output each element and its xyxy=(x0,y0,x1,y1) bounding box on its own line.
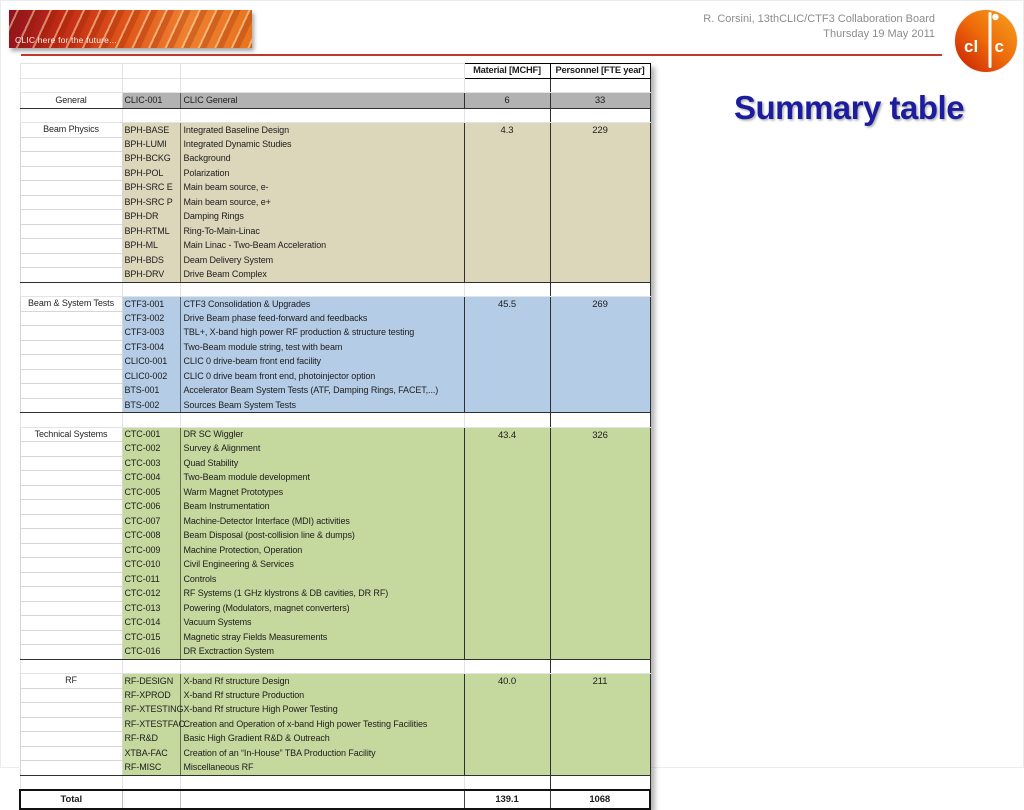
code-cell: CTC-008 xyxy=(122,529,180,544)
summary-table xyxy=(19,63,651,810)
code-cell: RF-XPROD xyxy=(122,688,180,703)
table-row xyxy=(20,297,650,312)
code-cell: RF-XTESTING xyxy=(122,703,180,718)
desc-cell: CTF3 Consolidation & Upgrades xyxy=(180,297,464,312)
category-cell xyxy=(20,442,122,457)
desc-cell: Main Linac - Two-Beam Acceleration xyxy=(180,239,464,254)
empty-cell xyxy=(464,659,550,674)
desc-cell: Machine Protection, Operation xyxy=(180,543,464,558)
code-cell: BPH-SRC P xyxy=(122,195,180,210)
desc-cell: Accelerator Beam System Tests (ATF, Damping Rings, FACET,...) xyxy=(180,384,464,399)
empty-cell xyxy=(180,413,464,428)
desc-cell: Sources Beam System Tests xyxy=(180,398,464,413)
category-cell xyxy=(20,587,122,602)
category-cell xyxy=(20,732,122,747)
code-cell: BPH-DRV xyxy=(122,268,180,283)
material-cell: 40.0 xyxy=(464,674,550,776)
desc-cell: Damping Rings xyxy=(180,210,464,225)
empty-cell xyxy=(550,108,650,123)
desc-cell: Beam Instrumentation xyxy=(180,500,464,515)
clic-banner-image xyxy=(9,10,252,48)
empty-cell xyxy=(550,282,650,297)
material-column-header: Material [MCHF] xyxy=(464,64,550,79)
desc-cell: Machine-Detector Interface (MDI) activities xyxy=(180,514,464,529)
code-cell: BPH-RTML xyxy=(122,224,180,239)
category-cell xyxy=(20,543,122,558)
desc-cell: Main beam source, e- xyxy=(180,181,464,196)
category-cell xyxy=(20,601,122,616)
code-cell: CLIC0-002 xyxy=(122,369,180,384)
category-cell xyxy=(20,558,122,573)
empty-cell xyxy=(464,78,550,93)
empty-cell xyxy=(464,413,550,428)
total-label: Total xyxy=(20,790,122,809)
code-cell: CTC-015 xyxy=(122,630,180,645)
code-cell: CTC-013 xyxy=(122,601,180,616)
code-cell: CTC-014 xyxy=(122,616,180,631)
code-cell: CTC-007 xyxy=(122,514,180,529)
personnel-cell: 33 xyxy=(550,93,650,109)
table-row xyxy=(20,93,650,109)
code-cell: CTC-006 xyxy=(122,500,180,515)
code-cell: CTC-016 xyxy=(122,645,180,660)
desc-cell: RF Systems (1 GHz klystrons & DB cavities, DR RF) xyxy=(180,587,464,602)
empty-cell xyxy=(180,78,464,93)
code-cell: BPH-BDS xyxy=(122,253,180,268)
header-divider-line xyxy=(21,54,942,56)
empty-cell xyxy=(122,108,180,123)
category-cell xyxy=(20,572,122,587)
desc-cell: Magnetic stray Fields Measurements xyxy=(180,630,464,645)
code-cell: BTS-001 xyxy=(122,384,180,399)
header-author-line: R. Corsini, 13thCLIC/CTF3 Collaboration Board xyxy=(703,13,935,25)
category-cell xyxy=(20,529,122,544)
category-cell xyxy=(20,152,122,167)
empty-cell xyxy=(122,78,180,93)
code-cell: RF-DESIGN xyxy=(122,674,180,689)
code-cell: BPH-ML xyxy=(122,239,180,254)
code-cell: CTC-009 xyxy=(122,543,180,558)
empty-cell xyxy=(20,108,122,123)
header-date-line: Thursday 19 May 2011 xyxy=(823,28,935,40)
empty-cell xyxy=(550,775,650,790)
category-cell xyxy=(20,717,122,732)
category-cell: General xyxy=(20,93,122,109)
material-cell: 45.5 xyxy=(464,297,550,413)
desc-cell: Integrated Baseline Design xyxy=(180,123,464,138)
empty-cell xyxy=(122,775,180,790)
empty-cell xyxy=(464,282,550,297)
slide-header xyxy=(703,12,935,42)
category-cell xyxy=(20,761,122,776)
code-cell: CTF3-001 xyxy=(122,297,180,312)
empty-cell xyxy=(180,64,464,79)
category-cell: Technical Systems xyxy=(20,427,122,442)
personnel-cell: 326 xyxy=(550,427,650,659)
category-cell: Beam & System Tests xyxy=(20,297,122,312)
desc-cell: Quad Stability xyxy=(180,456,464,471)
category-cell xyxy=(20,630,122,645)
desc-cell: Beam Disposal (post-collision line & dumps) xyxy=(180,529,464,544)
category-cell xyxy=(20,471,122,486)
category-cell xyxy=(20,456,122,471)
desc-cell: X-band Rf structure Design xyxy=(180,674,464,689)
empty-cell xyxy=(180,108,464,123)
column-header-row xyxy=(20,64,650,79)
category-cell xyxy=(20,688,122,703)
category-cell xyxy=(20,181,122,196)
desc-cell: TBL+, X-band high power RF production & structure testing xyxy=(180,326,464,341)
svg-text:cl: cl xyxy=(964,37,979,56)
empty-cell xyxy=(122,282,180,297)
empty-cell xyxy=(122,413,180,428)
spacer-row xyxy=(20,282,650,297)
desc-cell: X-band Rf structure Production xyxy=(180,688,464,703)
empty-cell xyxy=(122,64,180,79)
material-cell: 4.3 xyxy=(464,123,550,283)
table-row xyxy=(20,674,650,689)
desc-cell: DR SC Wiggler xyxy=(180,427,464,442)
code-cell: CTC-004 xyxy=(122,471,180,486)
category-cell xyxy=(20,268,122,283)
total-personnel-cell: 1068 xyxy=(550,790,650,809)
category-cell xyxy=(20,703,122,718)
category-cell xyxy=(20,239,122,254)
category-cell xyxy=(20,485,122,500)
code-cell: CTC-010 xyxy=(122,558,180,573)
category-cell xyxy=(20,384,122,399)
code-cell: CTF3-002 xyxy=(122,311,180,326)
category-cell xyxy=(20,514,122,529)
desc-cell: Miscellaneous RF xyxy=(180,761,464,776)
empty-cell xyxy=(180,790,464,809)
code-cell: BPH-LUMI xyxy=(122,137,180,152)
code-cell: BPH-BCKG xyxy=(122,152,180,167)
banner-caption: CLIC here for the future... xyxy=(15,35,117,45)
desc-cell: Survey & Alignment xyxy=(180,442,464,457)
code-cell: CTC-003 xyxy=(122,456,180,471)
desc-cell: CLIC 0 drive beam front end, photoinjector option xyxy=(180,369,464,384)
code-cell: RF-MISC xyxy=(122,761,180,776)
clic-logo-icon xyxy=(952,7,1020,75)
empty-cell xyxy=(550,413,650,428)
empty-cell xyxy=(122,659,180,674)
category-cell xyxy=(20,746,122,761)
desc-cell: X-band Rf structure High Power Testing xyxy=(180,703,464,718)
empty-cell xyxy=(180,775,464,790)
spacer-row xyxy=(20,775,650,790)
desc-cell: Civil Engineering & Services xyxy=(180,558,464,573)
empty-cell xyxy=(122,790,180,809)
desc-cell: Ring-To-Main-Linac xyxy=(180,224,464,239)
desc-cell: DR Exctraction System xyxy=(180,645,464,660)
desc-cell: Powering (Modulators, magnet converters) xyxy=(180,601,464,616)
desc-cell: Controls xyxy=(180,572,464,587)
empty-cell xyxy=(464,775,550,790)
category-cell: RF xyxy=(20,674,122,689)
spacer-row xyxy=(20,659,650,674)
desc-cell: Two-Beam module string, test with beam xyxy=(180,340,464,355)
empty-cell xyxy=(20,413,122,428)
personnel-cell: 229 xyxy=(550,123,650,283)
desc-cell: Drive Beam Complex xyxy=(180,268,464,283)
category-cell xyxy=(20,253,122,268)
code-cell: CTC-005 xyxy=(122,485,180,500)
code-cell: CTC-011 xyxy=(122,572,180,587)
empty-cell xyxy=(180,659,464,674)
code-cell: BTS-002 xyxy=(122,398,180,413)
empty-cell xyxy=(20,775,122,790)
code-cell: CLIC-001 xyxy=(122,93,180,109)
desc-cell: CLIC General xyxy=(180,93,464,109)
category-cell xyxy=(20,137,122,152)
empty-cell xyxy=(20,78,122,93)
desc-cell: Basic High Gradient R&D & Outreach xyxy=(180,732,464,747)
desc-cell: CLIC 0 drive-beam front end facility xyxy=(180,355,464,370)
desc-cell: Background xyxy=(180,152,464,167)
code-cell: CTC-001 xyxy=(122,427,180,442)
code-cell: RF-XTESTFAC xyxy=(122,717,180,732)
svg-text:c: c xyxy=(994,37,1004,56)
category-cell xyxy=(20,326,122,341)
summary-table-container xyxy=(19,63,651,810)
code-cell: BPH-BASE xyxy=(122,123,180,138)
table-row xyxy=(20,427,650,442)
category-cell xyxy=(20,166,122,181)
spacer-row xyxy=(20,108,650,123)
spacer-row xyxy=(20,413,650,428)
code-cell: CTF3-003 xyxy=(122,326,180,341)
category-cell xyxy=(20,369,122,384)
code-cell: CLIC0-001 xyxy=(122,355,180,370)
desc-cell: Main beam source, e+ xyxy=(180,195,464,210)
code-cell: CTC-012 xyxy=(122,587,180,602)
category-cell xyxy=(20,355,122,370)
empty-cell xyxy=(20,282,122,297)
category-cell xyxy=(20,398,122,413)
code-cell: BPH-DR xyxy=(122,210,180,225)
code-cell: CTC-002 xyxy=(122,442,180,457)
category-cell: Beam Physics xyxy=(20,123,122,138)
personnel-cell: 211 xyxy=(550,674,650,776)
code-cell: XTBA-FAC xyxy=(122,746,180,761)
empty-cell xyxy=(20,64,122,79)
desc-cell: Drive Beam phase feed-forward and feedbacks xyxy=(180,311,464,326)
category-cell xyxy=(20,210,122,225)
empty-cell xyxy=(180,282,464,297)
empty-cell xyxy=(550,78,650,93)
code-cell: BPH-POL xyxy=(122,166,180,181)
empty-cell xyxy=(20,659,122,674)
desc-cell: Creation and Operation of x-band High power Testing Facilities xyxy=(180,717,464,732)
desc-cell: Warm Magnet Prototypes xyxy=(180,485,464,500)
desc-cell: Creation of an “In-House” TBA Production Facility xyxy=(180,746,464,761)
category-cell xyxy=(20,645,122,660)
code-cell: RF-R&D xyxy=(122,732,180,747)
total-material-cell: 139.1 xyxy=(464,790,550,809)
category-cell xyxy=(20,311,122,326)
spacer-row xyxy=(20,78,650,93)
empty-cell xyxy=(550,659,650,674)
desc-cell: Integrated Dynamic Studies xyxy=(180,137,464,152)
personnel-cell: 269 xyxy=(550,297,650,413)
desc-cell: Two-Beam module development xyxy=(180,471,464,486)
category-cell xyxy=(20,616,122,631)
empty-cell xyxy=(464,108,550,123)
category-cell xyxy=(20,340,122,355)
desc-cell: Polarization xyxy=(180,166,464,181)
code-cell: CTF3-004 xyxy=(122,340,180,355)
table-row xyxy=(20,123,650,138)
material-cell: 6 xyxy=(464,93,550,109)
category-cell xyxy=(20,224,122,239)
desc-cell: Vacuum Systems xyxy=(180,616,464,631)
code-cell: BPH-SRC E xyxy=(122,181,180,196)
category-cell xyxy=(20,195,122,210)
total-row xyxy=(20,790,650,809)
category-cell xyxy=(20,500,122,515)
material-cell: 43.4 xyxy=(464,427,550,659)
personnel-column-header: Personnel [FTE year] xyxy=(550,64,650,79)
desc-cell: Deam Delivery System xyxy=(180,253,464,268)
page-title: Summary table xyxy=(733,89,965,126)
